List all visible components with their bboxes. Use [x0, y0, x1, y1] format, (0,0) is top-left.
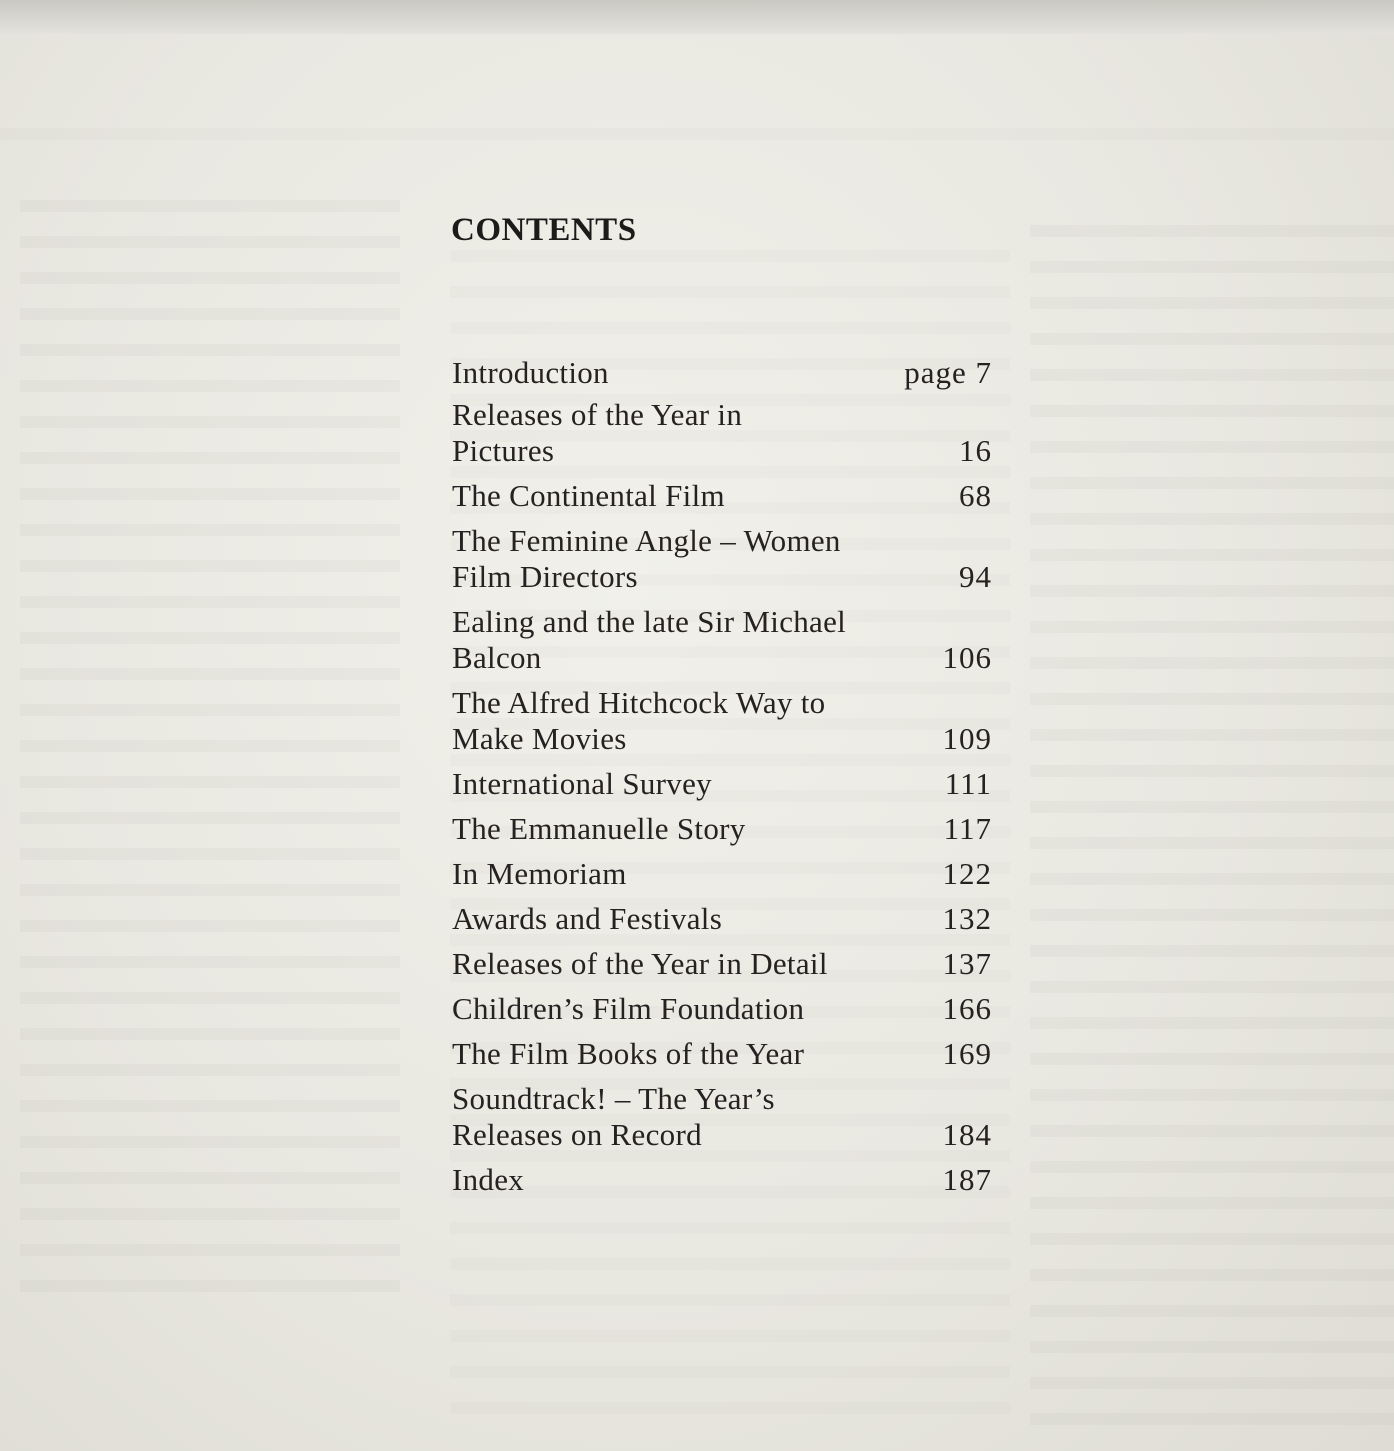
- toc-entry-title: Releases of the Year in Detail: [452, 946, 828, 981]
- toc-entry: [452, 478, 992, 514]
- toc-entry-title: In Memoriam: [452, 856, 627, 891]
- toc-entry-page: 109: [942, 721, 992, 756]
- toc-entry: [452, 397, 992, 469]
- toc-entry: [452, 991, 992, 1027]
- toc-entry: [452, 1081, 992, 1153]
- page-title: CONTENTS: [451, 212, 637, 248]
- toc-entry: [452, 1162, 992, 1198]
- page-top-edge: [0, 0, 1394, 34]
- toc-entry-title: Ealing and the late Sir Michael Balcon: [452, 604, 847, 675]
- toc-entry-page: page 7: [904, 355, 992, 390]
- toc-entry: [452, 901, 992, 937]
- toc-entry-title: The Continental Film: [452, 478, 725, 513]
- toc-entry-title: Children’s Film Foundation: [452, 991, 805, 1026]
- toc-entry-title: International Survey: [452, 766, 712, 801]
- toc-entry: [452, 604, 992, 676]
- toc-entry-page: 94: [959, 559, 992, 594]
- toc-entry: [452, 811, 992, 847]
- toc-entry-page: 184: [942, 1117, 992, 1152]
- toc-entry: [452, 355, 992, 391]
- toc-entry: [452, 685, 992, 757]
- toc-entry-title: The Feminine Angle – Women Film Directors: [452, 523, 841, 594]
- toc-entry-page: 16: [959, 433, 992, 468]
- toc-entry-title: Introduction: [452, 355, 609, 390]
- show-through-text: [1030, 225, 1394, 1425]
- toc-entry: [452, 856, 992, 892]
- toc-entry-page: 106: [942, 640, 992, 675]
- toc-entry-page: 166: [942, 991, 992, 1026]
- toc-entry: [452, 523, 992, 595]
- toc-entry: [452, 766, 992, 802]
- toc-entry-page: 187: [942, 1162, 992, 1197]
- toc-entry-page: 132: [942, 901, 992, 936]
- toc-entry-title: Awards and Festivals: [452, 901, 723, 936]
- toc-entry-title: The Emmanuelle Story: [452, 811, 746, 846]
- toc-entry-page: 111: [944, 766, 992, 801]
- toc-entry-title: Index: [452, 1162, 525, 1197]
- toc-entry-page: 122: [942, 856, 992, 891]
- toc-entry-title: Releases of the Year in Pictures: [452, 397, 743, 468]
- toc-entry-page: 169: [942, 1036, 992, 1071]
- table-of-contents: [452, 355, 992, 1207]
- toc-entry-page: 137: [942, 946, 992, 981]
- toc-entry: [452, 1036, 992, 1072]
- toc-entry-page: 68: [959, 478, 992, 513]
- show-through-text: [0, 128, 1394, 148]
- toc-entry-title: The Film Books of the Year: [452, 1036, 805, 1071]
- toc-entry-page: 117: [943, 811, 992, 846]
- toc-entry-title: The Alfred Hitchcock Way to Make Movies: [452, 685, 826, 756]
- toc-entry-title: Soundtrack! – The Year’s Releases on Record: [452, 1081, 775, 1152]
- toc-entry: [452, 946, 992, 982]
- show-through-text: [20, 200, 400, 1300]
